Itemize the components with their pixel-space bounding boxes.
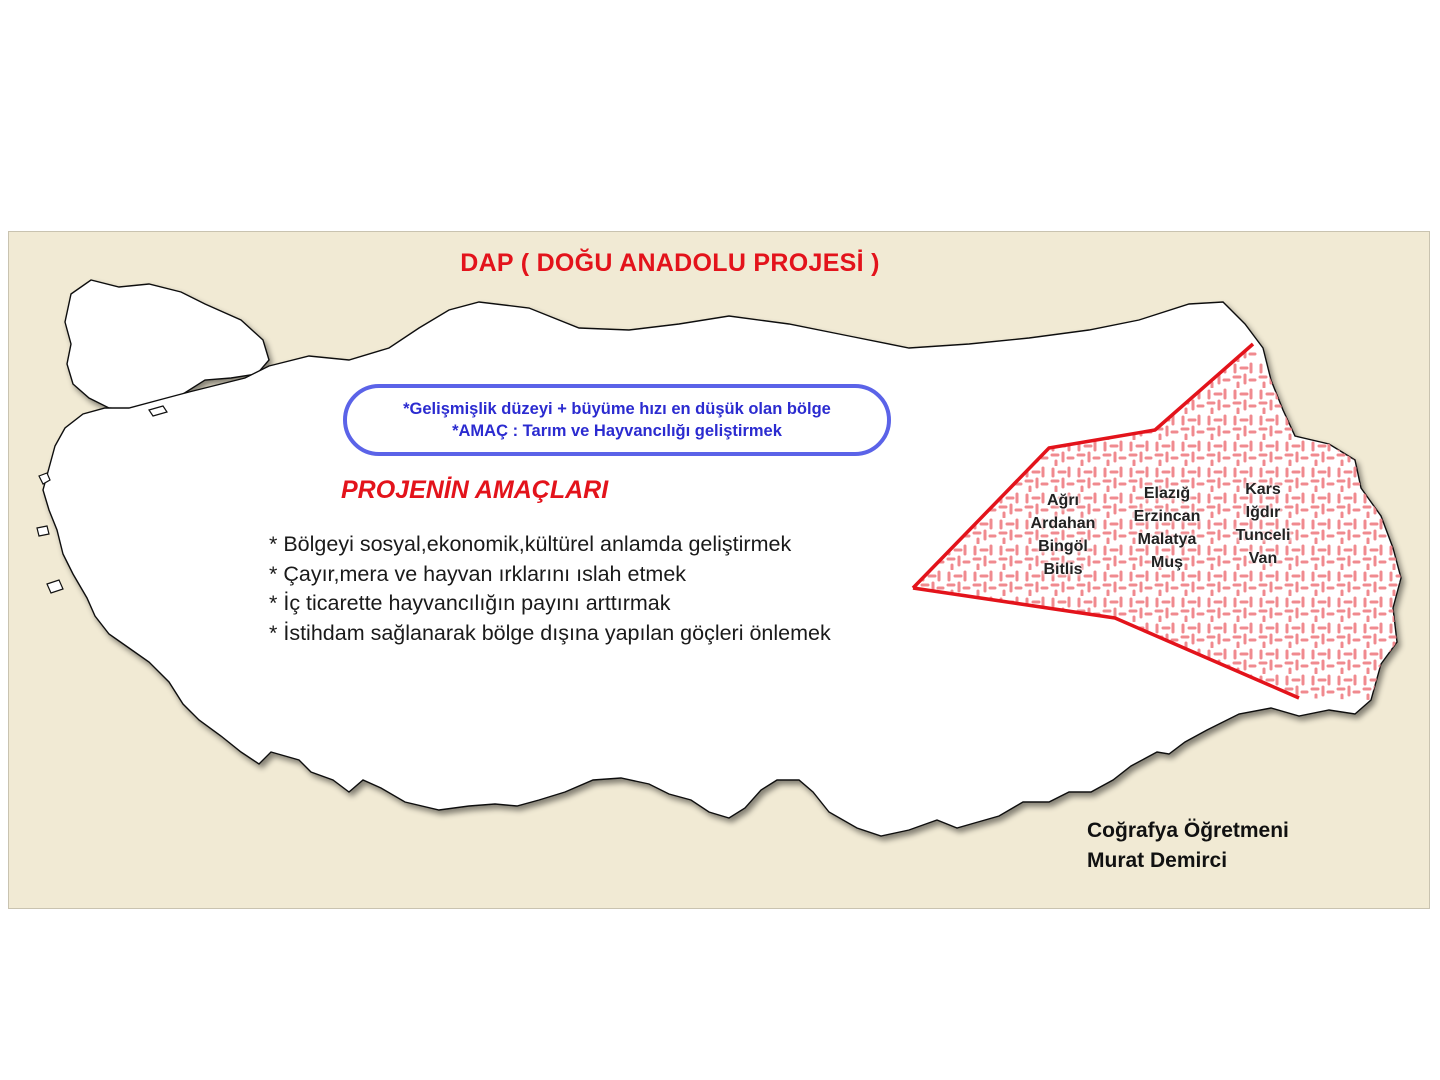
summary-line-2: *AMAÇ : Tarım ve Hayvancılığı geliştirmek xyxy=(452,422,782,440)
province-label: Kars xyxy=(1245,481,1281,498)
province-column-2 xyxy=(1119,482,1215,574)
province-label: Ardahan xyxy=(1030,515,1096,532)
province-label: Bitlis xyxy=(1043,561,1083,578)
province-label: Van xyxy=(1248,550,1278,567)
objectives-list xyxy=(269,530,831,648)
objective-item: * İstihdam sağlanarak bölge dışına yapılan göçleri önlemek xyxy=(269,619,831,649)
objective-item: * Bölgeyi sosyal,ekonomik,kültürel anlamda geliştirmek xyxy=(269,530,831,560)
province-label: Bingöl xyxy=(1038,538,1088,555)
page-title: DAP ( DOĞU ANADOLU PROJESİ ) xyxy=(460,249,880,277)
province-label: Malatya xyxy=(1137,531,1197,548)
objective-item: * İç ticarette hayvancılığın payını arttırmak xyxy=(269,589,831,619)
province-label: Elazığ xyxy=(1143,485,1191,502)
province-label: Tunceli xyxy=(1235,527,1291,544)
island-2 xyxy=(37,526,49,536)
summary-box xyxy=(343,384,891,456)
author-credit xyxy=(1087,816,1289,876)
credit-line-1: Coğrafya Öğretmeni xyxy=(1087,819,1289,842)
island-3 xyxy=(47,580,63,593)
province-column-3 xyxy=(1215,478,1311,570)
map-frame xyxy=(8,231,1430,909)
summary-line-1: *Gelişmişlik düzeyi + büyüme hızı en düşük olan bölge xyxy=(403,400,831,418)
credit-line-2: Murat Demirci xyxy=(1087,849,1228,872)
province-column-1 xyxy=(1015,489,1111,581)
province-label: Iğdır xyxy=(1245,504,1281,521)
objective-item: * Çayır,mera ve hayvan ırklarını ıslah etmek xyxy=(269,560,831,590)
province-label: Ağrı xyxy=(1047,492,1079,509)
section-heading: PROJENİN AMAÇLARI xyxy=(341,476,609,504)
province-label: Erzincan xyxy=(1133,508,1201,525)
province-label: Muş xyxy=(1151,554,1183,571)
